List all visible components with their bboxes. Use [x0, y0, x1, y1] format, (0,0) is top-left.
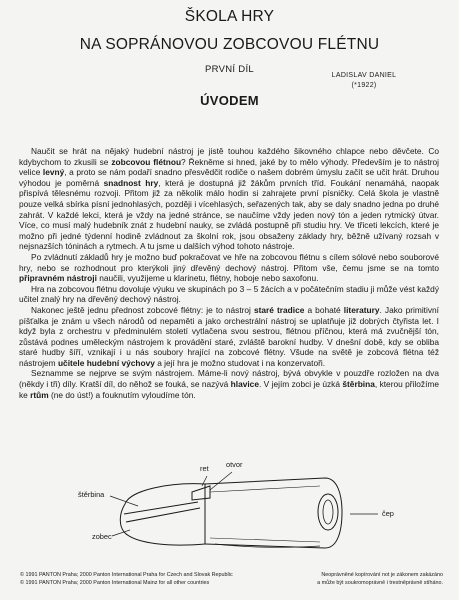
pointer-sterbina: [110, 496, 138, 506]
recorder-figure: [20, 452, 440, 574]
text-run: Naučit se hrát na nějaký hudební nástroj je jistě touhou každého šikovného chlapce nebo děvčete. Co kdybychom to zkusili se: [19, 146, 439, 167]
bold-term: hlavice: [230, 379, 259, 390]
text-run: Nakonec ještě jednu přednost zobcové flétny: je to nástroj: [31, 304, 254, 315]
text-run: ? Řekněme si hned, jaké by to mělo výhody. Především je to nástroj velice: [19, 156, 440, 178]
recorder-window: [192, 486, 210, 500]
recorder-inner-line: [210, 486, 320, 542]
label-otvor: otvor: [226, 460, 243, 469]
author-years: (*1922): [351, 82, 377, 89]
copying-warning: [293, 572, 443, 587]
text-run: , a proto se nám podaří snadno přesvědčit rodiče o našem dobrém úmyslu začít se učit hrát. Druhou výhodou je poměrná: [19, 167, 439, 188]
text-run: , která je dostupná již žákům prvních tříd. Foukání nenamáhá, naopak přispívá tělesnému rozvoji. Přitom již za několik málo hodin si zahrajete první písničky. Celá škola je vlastně pouze velká sbírka písní jednohlasých, později i vícehlasých, seřazených tak, aby se daly snadno jedna po druhé zahrát. V každé lekci, která je vždy na jedné stránce, se naučíme vždy jeden nový tón a jeden rytmický útvar. Více, co musí malý hudebník znát z hudební nauky, se zvládá postupně při studiu hry. Ve třiceti lekcích, které je možno při jedné týdenní hodině zvládnout za školní rok, jsou obsaženy základy hry, běžně užívaný rozsah v nejsnazších tóninách a rytmech. A tu jsme u dalších výhod tohoto nástroje.: [19, 177, 439, 252]
label-sterbina: štěrbina: [78, 490, 105, 499]
bold-term: štěrbina: [342, 379, 375, 390]
paragraph: [19, 146, 439, 252]
warning-line-1: Neoprávněné kopírování not je zákonem zakázáno: [321, 572, 443, 578]
paragraph: [19, 305, 439, 369]
copyright-line-1: © 1991 PANTON Praha; 2000 Panton International Praha for Czech and Slovak Republic: [20, 572, 233, 578]
paragraph: [19, 252, 439, 284]
paragraph: [19, 368, 439, 400]
bold-term: staré tradice: [253, 304, 305, 315]
text-run: a bohaté: [304, 304, 344, 315]
recorder-windway-lower: [126, 508, 200, 522]
bold-term: levný: [42, 167, 65, 178]
text-run: . V jejím zobci je úzká: [258, 379, 343, 390]
bold-term: rtům: [30, 389, 49, 400]
text-run: , kterou přiložíme ke: [19, 379, 439, 400]
text-run: . Jako primitivní píšťalka je znám u všech národů od nepaměti a jako orchestrální nástroj se uplatňuje již dobrých čtyřista let. I když byla z orchestru v předminulém století vytlačena svou sestrou, flétnou příčnou, která má zvučnější tón, zůstává podnes uměleckým nástrojem k provádění staré, zvláště barokní hudby. V dnešní době, kdy se obliba staré hudby šíří, vznikají i u nás soubory hrající na zobcové flétny. Všude na světě je zobcová flétna též nástrojem: [19, 304, 439, 368]
recorder-windway: [124, 502, 198, 514]
subtitle: PRVNÍ DÍL: [205, 64, 254, 75]
author-name: LADISLAV DANIEL: [331, 72, 397, 79]
label-zobec: zobec: [92, 532, 112, 541]
copyright-notice: [20, 572, 300, 587]
bold-term: učitele hudební výchovy: [57, 357, 155, 368]
title-line-2: NA SOPRÁNOVOU ZOBCOVOU FLÉTNU: [79, 36, 380, 53]
bold-term: snadnost hry: [103, 177, 159, 188]
bold-term: připravném nástroji: [19, 273, 97, 284]
pointer-otvor: [210, 472, 232, 490]
author: [309, 71, 419, 91]
text-run: (ne do úst!) a fouknutím vyloudíme tón.: [48, 389, 196, 400]
recorder-drawing: [20, 452, 440, 574]
bold-term: literatury: [343, 304, 380, 315]
bold-term: zobcovou flétnou: [111, 156, 182, 167]
recorder-tenon: [323, 500, 333, 524]
warning-line-2: a může být soukromoprávně i trestněprávně stíháno.: [317, 579, 443, 586]
body-text: [19, 146, 439, 400]
title-line-1: ŠKOLA HRY: [184, 8, 275, 25]
text-run: Po zvládnutí základů hry je možno buď pokračovat ve hře na zobcovou flétnu s cílem sólové nebo souborové hry, nebo se rozhodnout pro kterýkoli jiný dřevěný dechový nástroj. Přitom vše, čemu jsme se na tomto: [19, 251, 439, 273]
label-ret: ret: [200, 464, 209, 473]
text-run: naučili, využijeme u klarinetu, flétny, hoboje nebo saxofonu.: [96, 273, 319, 284]
text-run: a její hra je možno studovat i na konzervatoři.: [154, 357, 326, 368]
section-heading: ÚVODEM: [200, 93, 259, 108]
copyright-line-2: © 1991 PANTON Praha; 2000 Panton International Mainz for all other countries: [20, 579, 210, 586]
paragraph: [19, 284, 439, 305]
recorder-bore-end: [318, 494, 338, 530]
label-cep: čep: [382, 509, 394, 518]
text-run: Seznamme se nejprve se svým nástrojem. Máme-li nový nástroj, bývá obvykle v pouzdře rozložen na dva (někdy i tři) díly. Kratší díl, do něhož se fouká, se nazývá: [19, 368, 439, 390]
text-run: Hra na zobcovou flétnu dovoluje výuku ve skupinách po 3 – 5 žácích a v počátečním stadiu ji může vést každý učitel znalý hry na dřevěný dechový nástroj.: [19, 283, 439, 305]
